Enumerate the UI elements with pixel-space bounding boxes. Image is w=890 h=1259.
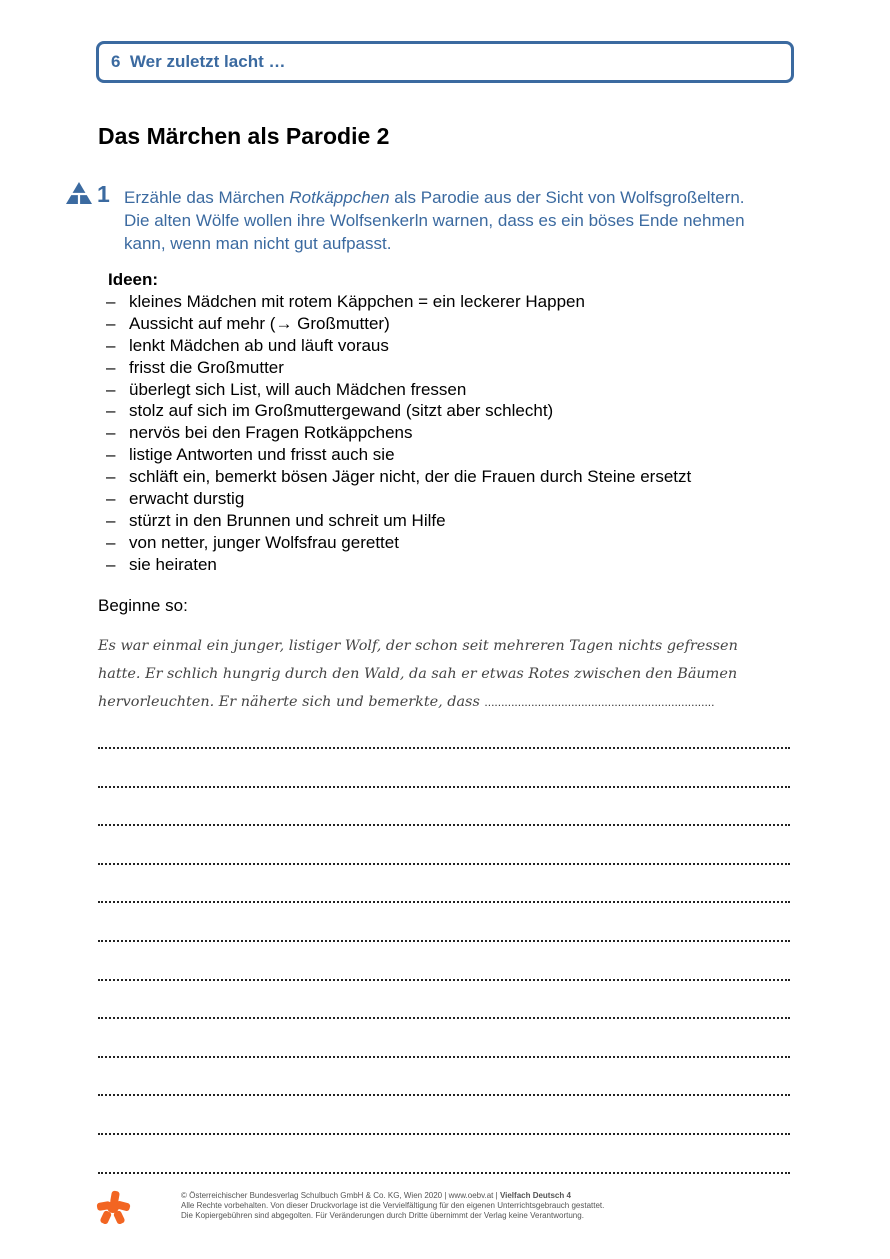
bullet-dash: – — [106, 532, 116, 552]
footer-line-1 — [181, 1191, 604, 1201]
idea-text: erwacht durstig — [129, 489, 245, 509]
begin-label: Beginne so: — [98, 596, 188, 615]
page-title: Das Märchen als Parodie 2 — [98, 123, 390, 149]
footer-line-2: Alle Rechte vorbehalten. Von dieser Druckvorlage ist die Vervielfältigung für den eigenen Unterrichtsgebrauch gestattet. — [181, 1201, 605, 1210]
writing-line[interactable] — [98, 786, 790, 788]
writing-line[interactable] — [98, 824, 790, 826]
bullet-dash: – — [106, 313, 116, 333]
idea-item — [104, 444, 691, 466]
footer-book-title: Vielfach Deutsch 4 — [499, 1191, 571, 1200]
story-line-3-text: hervorleuchten. Er näherte sich und bemerkte, dass — [98, 694, 480, 710]
bullet-dash: – — [106, 379, 116, 399]
idea-item — [104, 422, 691, 444]
footer-copyright — [181, 1191, 604, 1221]
idea-item — [104, 313, 691, 335]
idea-text: frisst die Großmutter — [129, 357, 284, 377]
bullet-dash: – — [106, 510, 116, 530]
idea-item — [104, 510, 691, 532]
idea-text: kleines Mädchen mit rotem Käppchen = ein leckerer Happen — [129, 292, 585, 311]
writing-line[interactable] — [98, 901, 790, 903]
bullet-dash: – — [106, 292, 116, 311]
task-number: 1 — [97, 181, 110, 207]
footer-line-3: Die Kopiergebühren sind abgegolten. Für Veränderungen durch Dritte übernimmt der Verlag keine Verantwortung. — [181, 1211, 584, 1220]
triangle-level-icon — [66, 182, 92, 204]
footer-line-1-text: © Österreichischer Bundesverlag Schulbuch GmbH & Co. KG, Wien 2020 | www.oebv.at | — [181, 1191, 500, 1200]
chapter-title: Wer zuletzt lacht … — [129, 52, 286, 71]
task-text-part: Erzähle das Märchen — [124, 188, 290, 207]
idea-text: lenkt Mädchen ab und läuft voraus — [129, 335, 389, 355]
bullet-dash: – — [106, 423, 116, 443]
bullet-dash: – — [106, 489, 116, 509]
story-beginning — [98, 632, 798, 716]
idea-text: überlegt sich List, will auch Mädchen fressen — [129, 379, 467, 399]
bullet-dash: – — [106, 357, 116, 377]
chapter-header-text — [111, 52, 285, 72]
story-line-3-dots: ..................................................................... — [484, 695, 715, 709]
idea-text: schläft ein, bemerkt bösen Jäger nicht, der die Frauen durch Steine ersetzt — [129, 467, 692, 487]
idea-text: stolz auf sich im Großmuttergewand (sitzt aber schlecht) — [129, 401, 554, 421]
idea-item — [104, 400, 691, 422]
story-line-1: Es war einmal ein junger, listiger Wolf, der schon seit mehreren Tagen nichts gefressen — [98, 638, 738, 654]
idea-item — [104, 466, 691, 488]
idea-text: sie heiraten — [129, 554, 217, 574]
bullet-dash: – — [106, 401, 116, 421]
bullet-dash: – — [106, 335, 116, 355]
writing-line[interactable] — [98, 863, 790, 865]
task-line-3: kann, wenn man nicht gut aufpasst. — [124, 234, 392, 253]
task-line-1 — [124, 186, 804, 209]
task-instructions — [124, 186, 804, 255]
bullet-dash: – — [106, 467, 116, 487]
idea-item — [104, 488, 691, 510]
task-text-part: als Parodie aus der Sicht von Wolfsgroßeltern. — [389, 188, 745, 207]
writing-line[interactable] — [98, 747, 790, 749]
writing-line[interactable] — [98, 1133, 790, 1135]
idea-item — [104, 379, 691, 401]
story-line-2: hatte. Er schlich hungrig durch den Wald, da sah er etwas Rotes zwischen den Bäumen — [98, 666, 738, 682]
ideas-heading: Ideen: — [108, 270, 159, 289]
idea-text: von netter, junger Wolfsfrau gerettet — [129, 532, 399, 552]
publisher-logo-icon — [96, 1190, 132, 1226]
task-line-2: Die alten Wölfe wollen ihre Wolfsenkerln warnen, dass es ein böses Ende nehmen — [124, 211, 745, 230]
writing-line[interactable] — [98, 1056, 790, 1058]
chapter-header — [96, 41, 794, 83]
idea-text: nervös bei den Fragen Rotkäppchens — [129, 423, 413, 443]
idea-item — [104, 357, 691, 379]
bullet-dash: – — [106, 554, 116, 574]
writing-line[interactable] — [98, 1172, 790, 1174]
idea-item — [104, 335, 691, 357]
chapter-number: 6 — [111, 52, 121, 71]
task-text-italic: Rotkäppchen — [289, 188, 390, 207]
idea-text: listige Antworten und frisst auch sie — [129, 445, 395, 465]
ideas-list — [104, 291, 691, 576]
writing-line[interactable] — [98, 1017, 790, 1019]
idea-item — [104, 554, 691, 576]
bullet-dash: – — [106, 445, 116, 465]
idea-item — [104, 291, 691, 313]
writing-line[interactable] — [98, 940, 790, 942]
writing-line[interactable] — [98, 979, 790, 981]
idea-text: stürzt in den Brunnen und schreit um Hilfe — [129, 510, 446, 530]
idea-text: Aussicht auf mehr (→ Großmutter) — [129, 313, 390, 333]
writing-line[interactable] — [98, 1094, 790, 1096]
idea-item — [104, 532, 691, 554]
story-line-3 — [98, 688, 798, 716]
